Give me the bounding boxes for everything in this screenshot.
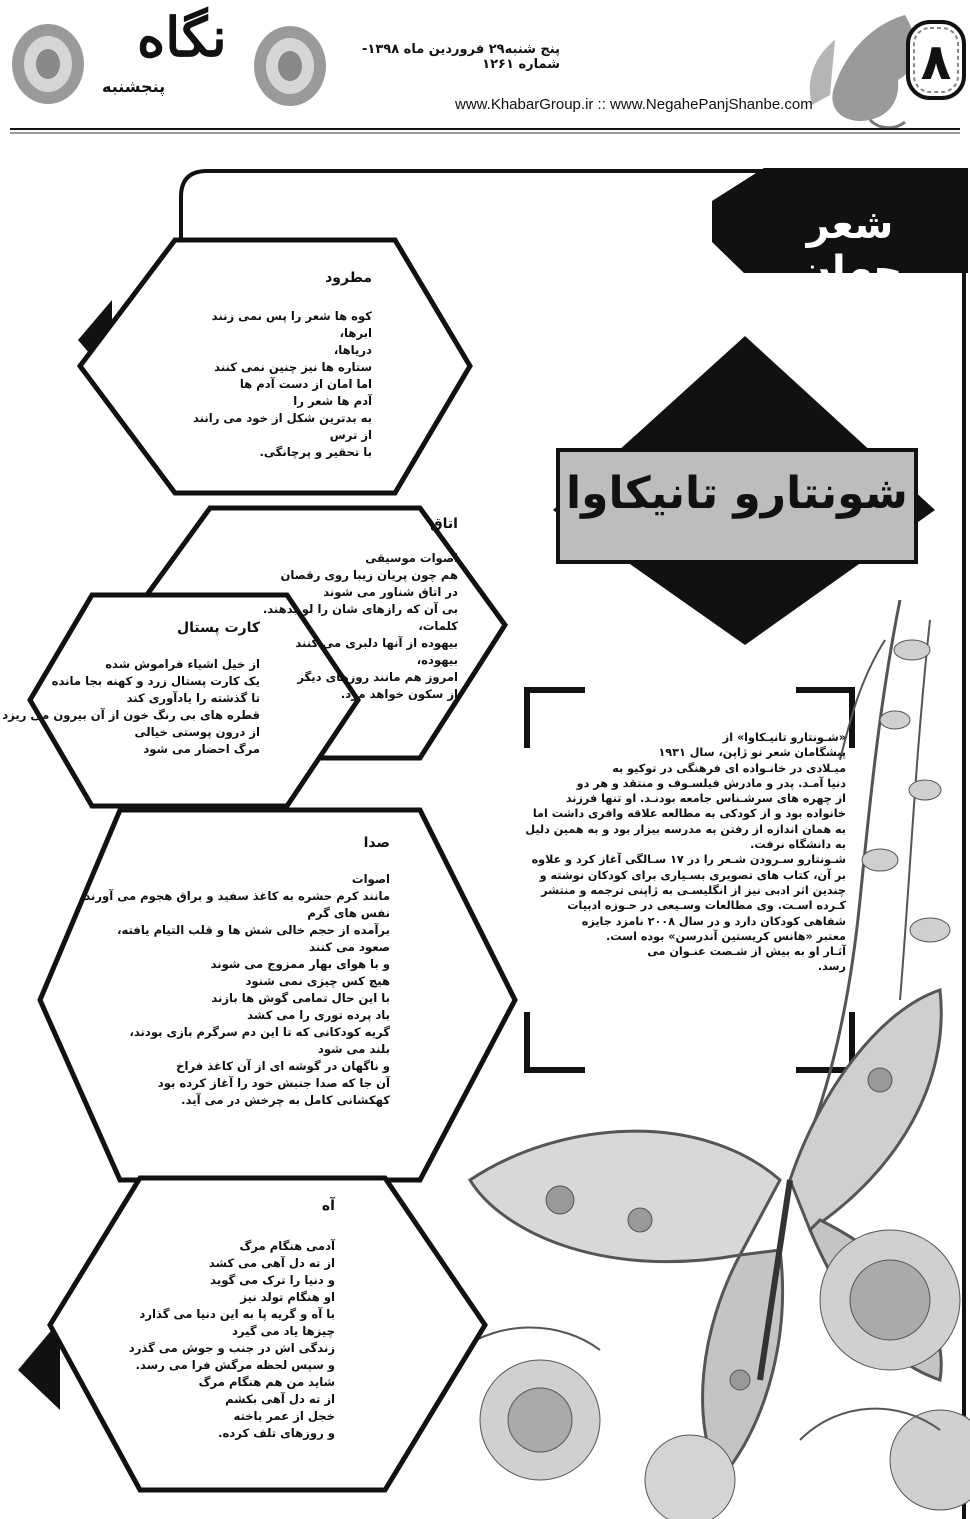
poem-line: خجل از عمر باخته [233, 1409, 335, 1423]
poem-line: زندگی اش در جنب و جوش می گذرد [128, 1341, 335, 1355]
poem-line: برآمده از حجم خالی شش ها و قلب التیام یافته، [117, 923, 390, 937]
poem-line: قطره های بی رنگ خون از آن بیرون می ریزد [2, 708, 260, 722]
bio-line: شفاهی کودکان دارد و در سال ۲۰۰۸ نامزد جایزه [581, 914, 846, 928]
poem-line: بلند می شود [317, 1042, 390, 1056]
poem-title: آه [321, 1198, 335, 1214]
poem-line: مرگ احضار می شود [143, 742, 260, 756]
poem-line: گریه کودکانی که تا این دم سرگرم بازی بودند، [129, 1025, 390, 1039]
poem-line: از درون پوستی خیالی [134, 725, 260, 739]
bio-line: آثـار او به بیش از شـصت عنـوان می [647, 945, 846, 959]
poem-line: و دنیا را ترک می گوید [210, 1273, 335, 1287]
page-number: ۸ [920, 33, 952, 91]
poem-line: او هنگام تولد نیز [240, 1290, 335, 1304]
poem-line: با این حال تمامی گوش ها بازند [211, 991, 390, 1005]
bio-line: شـونتارو سـرودن شـعر را در ۱۷ سـالگی آغاز کرد و علاوه [531, 853, 846, 867]
poem-line: با تحقیر و پرچانگی. [259, 445, 372, 459]
poem-line: و با هوای بهار ممزوج می شوند [210, 957, 390, 971]
poem-line: به بدترین شکل از خود می رانند [192, 411, 372, 425]
bio-line: بر آن، کتاب های تصویری بسـیاری برای کودکان نوشته و [539, 868, 846, 882]
bio-line: «شـونتارو تانیـکاوا» از [722, 731, 846, 744]
poem-line: یک کارت پستال زرد و کهنه بجا مانده [51, 674, 260, 688]
bio-line: خانواده بود و از کودکی به مطالعه علاقه وافری داشت اما [532, 807, 846, 821]
bio-line: معتبر «هانس کریستین آندرسن» بوده است. [606, 929, 846, 943]
section-label: شعر جهان [797, 202, 903, 294]
poem-matrud [150, 270, 372, 461]
poem-title: کارت پستال [176, 620, 260, 636]
poem-line: هم چون پریان زیبا روی رقصان [280, 568, 458, 582]
poem-title: اتاق [430, 516, 458, 532]
poet-name-title: شونتارو تانیکاوا [566, 468, 908, 519]
poem-line: بی آن که رازهای شان را لو بدهند. [262, 602, 458, 616]
poet-biography [525, 730, 846, 975]
poem-line: کلمات، [418, 619, 458, 633]
poem-line: از سکون خواهد مرد. [340, 687, 458, 701]
poem-line: اما امان از دست آدم ها [239, 377, 372, 391]
bio-line: میـلادی در خانـواده ای فرهنگی در توکیو به [612, 761, 846, 775]
poem-line: کوه ها شعر را پس نمی زنند [211, 309, 372, 323]
poem-line: ستاره ها نیز چنین نمی کنند [214, 360, 372, 374]
poem-line: صعود می کنند [309, 940, 390, 954]
poem-otagh [250, 516, 458, 703]
poem-line: کهکشانی کامل به چرخش در می آید. [181, 1093, 390, 1107]
poem-line: آن جا که صدا جنبش خود را آغاز کرده بود [157, 1076, 390, 1090]
poem-line: چیزها یاد می گیرد [231, 1324, 335, 1338]
poem-line: اصوات موسیقی [365, 551, 458, 565]
poem-title: مطرود [325, 270, 372, 286]
poem-line: و سپس لحظه مرگش فرا می رسد. [135, 1358, 335, 1372]
poem-line: اصوات [351, 872, 390, 886]
poem-line: از ته دل آهی می کشد [208, 1256, 335, 1270]
masthead-logo: نگاه پنجشنبه [102, 5, 227, 96]
poem-kart-postal [2, 620, 260, 758]
poem-line: از ترس [329, 428, 372, 442]
bio-line: به همان اندازه از رفتن به مدرسه بیزار بود و به همین دلیل [525, 822, 846, 836]
websites-line: www.KhabarGroup.ir :: www.NegahePanjShanbe.com [455, 96, 813, 113]
poem-seda [84, 835, 390, 1109]
bio-line: پیشگامان شعر نو ژاپن، سال ۱۹۳۱ [658, 746, 846, 760]
issue-line: پنج شنبه۲۹ فروردین ماه ۱۳۹۸- شماره ۱۲۶۱ [361, 42, 560, 72]
poem-line: آدم ها شعر را [293, 394, 372, 408]
poem-line: از ته دل آهی بکشم [225, 1392, 335, 1406]
poem-line: از خیل اشیاء فراموش شده [105, 657, 260, 671]
bio-line: رسد. [817, 960, 846, 974]
poem-line: هیچ کس چیزی نمی شنود [245, 974, 390, 988]
bio-line: کـرده اسـت. وی مطالعات وسـیعی در حـوزه ادبیات [567, 899, 846, 913]
poem-line: ابرها، [339, 326, 372, 340]
poem-line: بیهوده از آنها دلبری می کنند [295, 636, 458, 650]
poem-title: صدا [363, 835, 390, 851]
poem-line: و ناگهان در گوشه ای از آن کاغذ فراخ [176, 1059, 390, 1073]
poem-line: با آه و گریه پا به این دنیا می گذارد [139, 1307, 335, 1321]
poem-line: دریاها، [333, 343, 372, 357]
poem-line: آدمی هنگام مرگ [239, 1239, 335, 1253]
poem-line: باد پرده توری را می کشد [247, 1008, 390, 1022]
bio-line: چندین اثر ادبی نیز از انگلیسـی به ژاپنی ترجمه و منتشر [541, 883, 846, 897]
bio-line: از چهره های سرشـناس جامعه بودنـد. او تنها فرزند [565, 792, 846, 806]
poem-line: بیهوده، [416, 653, 458, 667]
bio-line: به دانشگاه نرفت. [750, 838, 846, 852]
poem-line: مانند کرم حشره به کاغذ سفید و براق هجوم می آورند [84, 889, 390, 903]
poem-line: امروز هم مانند روزهای دیگر [297, 670, 458, 684]
poem-ah [115, 1198, 335, 1442]
poem-line: تا گذشته را یادآوری کند [126, 691, 260, 705]
poem-line: و روزهای تلف کرده. [218, 1426, 335, 1440]
poem-line: نفس های گرم [307, 906, 390, 920]
poem-line: شاید من هم هنگام مرگ [198, 1375, 335, 1389]
bio-line: دنیا آمـد. پدر و مادرش فیلسـوف و منتقد و هر دو [576, 776, 846, 790]
poem-line: در اتاق شناور می شوند [323, 585, 458, 599]
